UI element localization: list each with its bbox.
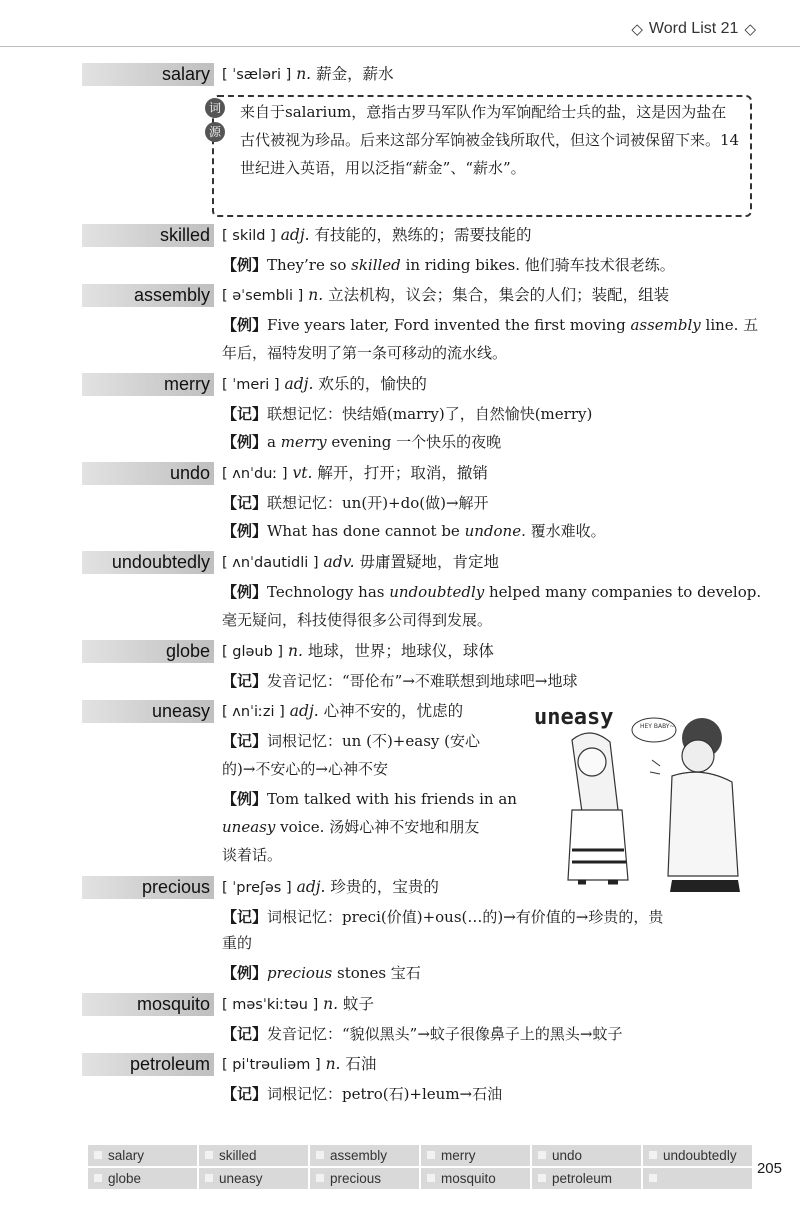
page-number: 205 <box>756 1160 782 1177</box>
example-keyword: skilled <box>351 256 401 274</box>
memory-tip <box>222 403 592 426</box>
pronunciation: [ ʌnˈduː ] <box>222 466 288 482</box>
example-keyword: assembly <box>630 316 701 334</box>
pronunciation: [ ʌnˈdautidli ] <box>222 555 319 571</box>
headword: skilled <box>82 224 214 247</box>
pronunciation: [ gləub ] <box>222 644 284 660</box>
example-text: stones 宝石 <box>332 964 421 982</box>
definition <box>222 876 439 900</box>
definition <box>222 224 532 248</box>
definition <box>222 640 494 664</box>
definition <box>222 551 499 575</box>
example-text: Five years later, Ford invented the first moving <box>267 316 631 334</box>
part-of-speech: n. <box>308 286 324 304</box>
memory-continued: 的)→不安心的→心神不安 <box>222 760 388 778</box>
example <box>222 314 758 337</box>
example-label: 【例】 <box>222 256 268 274</box>
memory-tip <box>222 730 480 753</box>
meaning: 心神不安的，忧虑的 <box>323 702 464 720</box>
speech-bubble-text: HEY BABY~ <box>640 723 675 730</box>
part-of-speech: n. <box>288 642 303 660</box>
review-word: mosquito <box>421 1168 530 1189</box>
example-text: What has done cannot be <box>267 522 465 540</box>
example <box>222 520 606 543</box>
example-label: 【例】 <box>222 790 268 808</box>
example-text: evening 一个快乐的夜晚 <box>326 433 502 451</box>
illustration-caption: uneasy <box>534 705 614 730</box>
headword: mosquito <box>82 993 214 1016</box>
example-continued: 谈着话。 <box>222 846 283 864</box>
part-of-speech: adv. <box>323 553 355 571</box>
example-text: helped many companies to develop. <box>484 583 762 601</box>
headword: merry <box>82 373 214 396</box>
review-word: precious <box>310 1168 419 1189</box>
pronunciation: [ ʌnˈiːzi ] <box>222 704 285 720</box>
review-word: uneasy <box>199 1168 308 1189</box>
headword: undoubtedly <box>82 551 214 574</box>
example <box>222 254 675 277</box>
speech-bubble <box>632 718 676 742</box>
memory-continued: 重的 <box>222 934 253 952</box>
example-text: Technology has <box>267 583 390 601</box>
example-label: 【例】 <box>222 316 268 334</box>
example-label: 【例】 <box>222 583 268 601</box>
meaning: 解开，打开；取消，撤销 <box>317 464 488 482</box>
headword: assembly <box>82 284 214 307</box>
header-divider <box>0 46 800 47</box>
meaning: 立法机构，议会；集合，集会的人们；装配，组装 <box>328 286 670 304</box>
example-text: a <box>267 433 281 451</box>
review-word: undo <box>532 1145 641 1166</box>
example-text: line. 五 <box>700 316 759 334</box>
example-text: voice. 汤姆心神不安地和朋友 <box>275 818 480 836</box>
pronunciation: [ skild ] <box>222 228 276 244</box>
headword: globe <box>82 640 214 663</box>
pronunciation: [ piˈtrəuliəm ] <box>222 1057 321 1073</box>
memory-tip <box>222 1023 623 1046</box>
review-word: merry <box>421 1145 530 1166</box>
example-continued <box>222 816 479 839</box>
memory-label: 【记】 <box>222 732 268 750</box>
example-continued: 毫无疑问，科技使得很多公司得到发展。 <box>222 611 493 629</box>
memory-text: 词根记忆：preci(价值)+ous(…的)→有价值的→珍贵的，贵 <box>267 908 664 926</box>
part-of-speech: adj. <box>284 375 314 393</box>
memory-tip <box>222 670 578 693</box>
example-keyword: merry <box>280 433 327 451</box>
example <box>222 962 421 985</box>
headword: petroleum <box>82 1053 214 1076</box>
memory-tip <box>222 492 489 515</box>
memory-text: 发音记忆：“哥伦布”→不难联想到地球吧→地球 <box>267 672 578 690</box>
example-label: 【例】 <box>222 964 268 982</box>
headword: undo <box>82 462 214 485</box>
example-keyword: undone <box>464 522 522 540</box>
meaning: 蚊子 <box>343 995 375 1013</box>
review-word-grid <box>88 1145 752 1189</box>
example-label: 【例】 <box>222 433 268 451</box>
memory-text: 联想记忆：un(开)+do(做)→解开 <box>267 494 489 512</box>
definition <box>222 993 374 1017</box>
part-of-speech: vt. <box>292 464 313 482</box>
memory-text: 联想记忆：快结婚(marry)了，自然愉快(merry) <box>267 405 593 423</box>
example-text: in riding bikes. 他们骑车技术很老练。 <box>400 256 675 274</box>
review-word: skilled <box>199 1145 308 1166</box>
memory-label: 【记】 <box>222 1085 268 1103</box>
definition <box>222 1053 376 1077</box>
example-keyword: uneasy <box>222 818 276 836</box>
example-text: . 覆水难收。 <box>521 522 606 540</box>
part-of-speech: adj. <box>289 702 319 720</box>
example-text: They’re so <box>267 256 352 274</box>
meaning: 珍贵的，宝贵的 <box>330 878 439 896</box>
example-continued: 年后，福特发明了第一条可移动的流水线。 <box>222 344 508 362</box>
memory-text: 发音记忆：“貌似黑头”→蚊子很像鼻子上的黑头→蚊子 <box>267 1025 623 1043</box>
memory-label: 【记】 <box>222 1025 268 1043</box>
headword: salary <box>82 63 214 86</box>
part-of-speech: adj. <box>280 226 310 244</box>
memory-label: 【记】 <box>222 908 268 926</box>
memory-text: 词根记忆：petro(石)+leum→石油 <box>267 1085 503 1103</box>
review-word: salary <box>88 1145 197 1166</box>
pronunciation: [ məsˈkiːtəu ] <box>222 997 319 1013</box>
diamond-icon: ◇ <box>631 21 643 38</box>
example-keyword: precious <box>267 964 333 982</box>
memory-label: 【记】 <box>222 672 268 690</box>
example-text: Tom talked with his friends in an <box>267 790 517 808</box>
review-word: globe <box>88 1168 197 1189</box>
part-of-speech: n. <box>325 1055 341 1073</box>
memory-label: 【记】 <box>222 405 268 423</box>
headword: uneasy <box>82 700 214 723</box>
example <box>222 431 501 454</box>
example <box>222 581 761 604</box>
page-header <box>631 20 756 38</box>
memory-tip <box>222 906 663 929</box>
part-of-speech: n. <box>296 65 312 83</box>
meaning: 石油 <box>345 1055 377 1073</box>
example <box>222 788 517 811</box>
meaning: 有技能的，熟练的；需要技能的 <box>314 226 532 244</box>
meaning: 欢乐的，愉快的 <box>318 375 427 393</box>
memory-label: 【记】 <box>222 494 268 512</box>
etym-badge-char: 词 <box>205 98 225 118</box>
uneasy-illustration <box>532 700 754 896</box>
header-title: Word List 21 <box>648 20 739 37</box>
meaning: 毋庸置疑地，肯定地 <box>359 553 499 571</box>
etym-badge-char: 源 <box>205 122 225 142</box>
review-word: petroleum <box>532 1168 641 1189</box>
review-word-empty <box>643 1168 752 1189</box>
definition <box>222 284 669 308</box>
definition <box>222 63 394 87</box>
part-of-speech: adj. <box>296 878 326 896</box>
pronunciation: [ ˈpreʃəs ] <box>222 880 292 896</box>
headword: precious <box>82 876 214 899</box>
review-word: undoubtedly <box>643 1145 752 1166</box>
memory-text: 词根记忆：un (不)+easy (安心 <box>267 732 480 750</box>
review-word: assembly <box>310 1145 419 1166</box>
part-of-speech: n. <box>323 995 339 1013</box>
example-label: 【例】 <box>222 522 268 540</box>
etymology-badge-icon <box>205 98 225 142</box>
definition <box>222 373 427 397</box>
meaning: 薪金，薪水 <box>316 65 394 83</box>
example-keyword: undoubtedly <box>389 583 485 601</box>
etymology-text: 来自于salarium，意指古罗马军队作为军饷配给士兵的盐，这是因为盐在古代被视为珍品。后来这部分军饷被金钱所取代，但这个词被保留下来。14世纪进入英语，用以泛指“薪金”、“薪水”。 <box>240 103 740 177</box>
pronunciation: [ ˈsæləri ] <box>222 67 292 83</box>
definition <box>222 700 463 724</box>
pronunciation: [ əˈsembli ] <box>222 288 304 304</box>
diamond-icon: ◇ <box>744 21 756 38</box>
meaning: 地球，世界；地球仪，球体 <box>307 642 494 660</box>
pronunciation: [ ˈmeri ] <box>222 377 280 393</box>
memory-tip <box>222 1083 502 1106</box>
definition <box>222 462 488 486</box>
